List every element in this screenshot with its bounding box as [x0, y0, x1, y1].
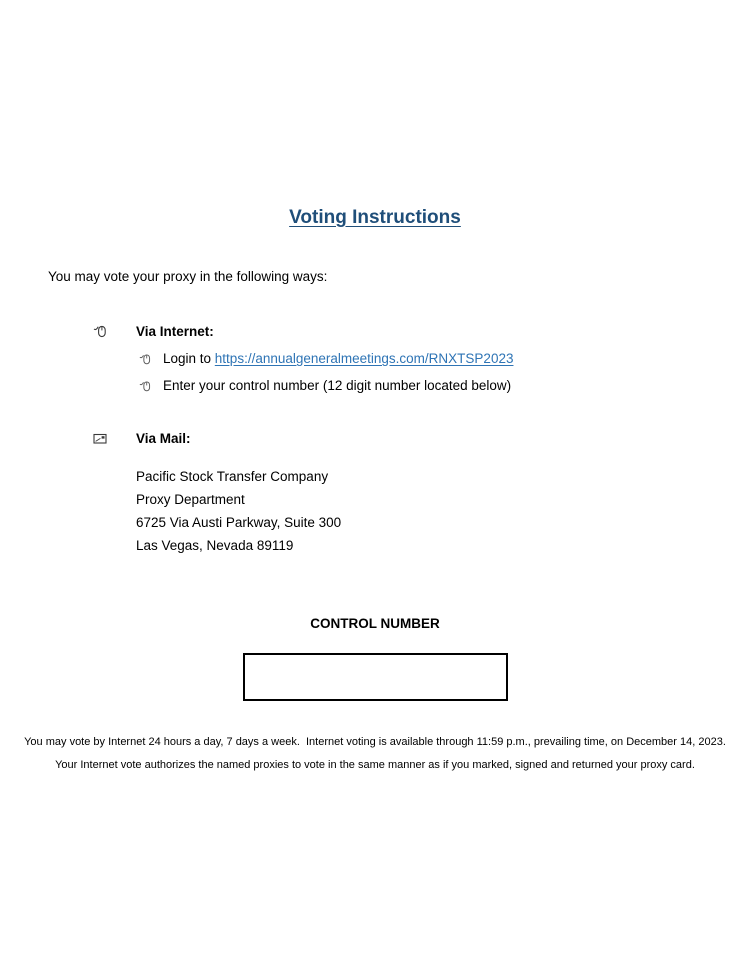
via-mail-heading: Via Mail:	[136, 431, 191, 446]
mail-address-block	[0, 465, 750, 557]
intro-text: You may vote your proxy in the following ways:	[48, 269, 328, 284]
envelope-icon	[93, 432, 136, 445]
mouse-icon	[139, 379, 163, 392]
page-title	[0, 0, 750, 229]
via-internet-heading-row	[0, 321, 750, 341]
enter-control-number-row	[0, 376, 750, 395]
address-line: Proxy Department	[136, 492, 245, 507]
control-number-box	[243, 653, 508, 701]
enter-control-number-text: Enter your control number (12 digit number located below)	[163, 378, 512, 393]
login-prefix: Login to	[163, 351, 215, 366]
address-line: Las Vegas, Nevada 89119	[136, 538, 294, 553]
page-title-text: Voting Instructions	[289, 207, 461, 228]
mouse-icon	[93, 323, 136, 338]
footer-authorization-text: Your Internet vote authorizes the named proxies to vote in the same manner as if you marked, signed and returned your proxy card.	[55, 759, 695, 771]
login-item-row	[0, 349, 750, 368]
via-mail-heading-row	[0, 429, 750, 448]
footer-availability-text: You may vote by Internet 24 hours a day, 7 days a week. Internet voting is available through 11:59 p.m., prevailing time, on December 14, 2023.	[24, 736, 726, 748]
address-line: 6725 Via Austi Parkway, Suite 300	[136, 515, 342, 530]
mouse-icon	[139, 352, 163, 365]
via-internet-heading: Via Internet:	[136, 324, 214, 339]
voting-url-link[interactable]: https://annualgeneralmeetings.com/RNXTSP2023	[214, 351, 514, 366]
control-number-label: CONTROL NUMBER	[310, 616, 440, 631]
login-item-text	[163, 349, 513, 368]
address-line: Pacific Stock Transfer Company	[136, 469, 329, 484]
